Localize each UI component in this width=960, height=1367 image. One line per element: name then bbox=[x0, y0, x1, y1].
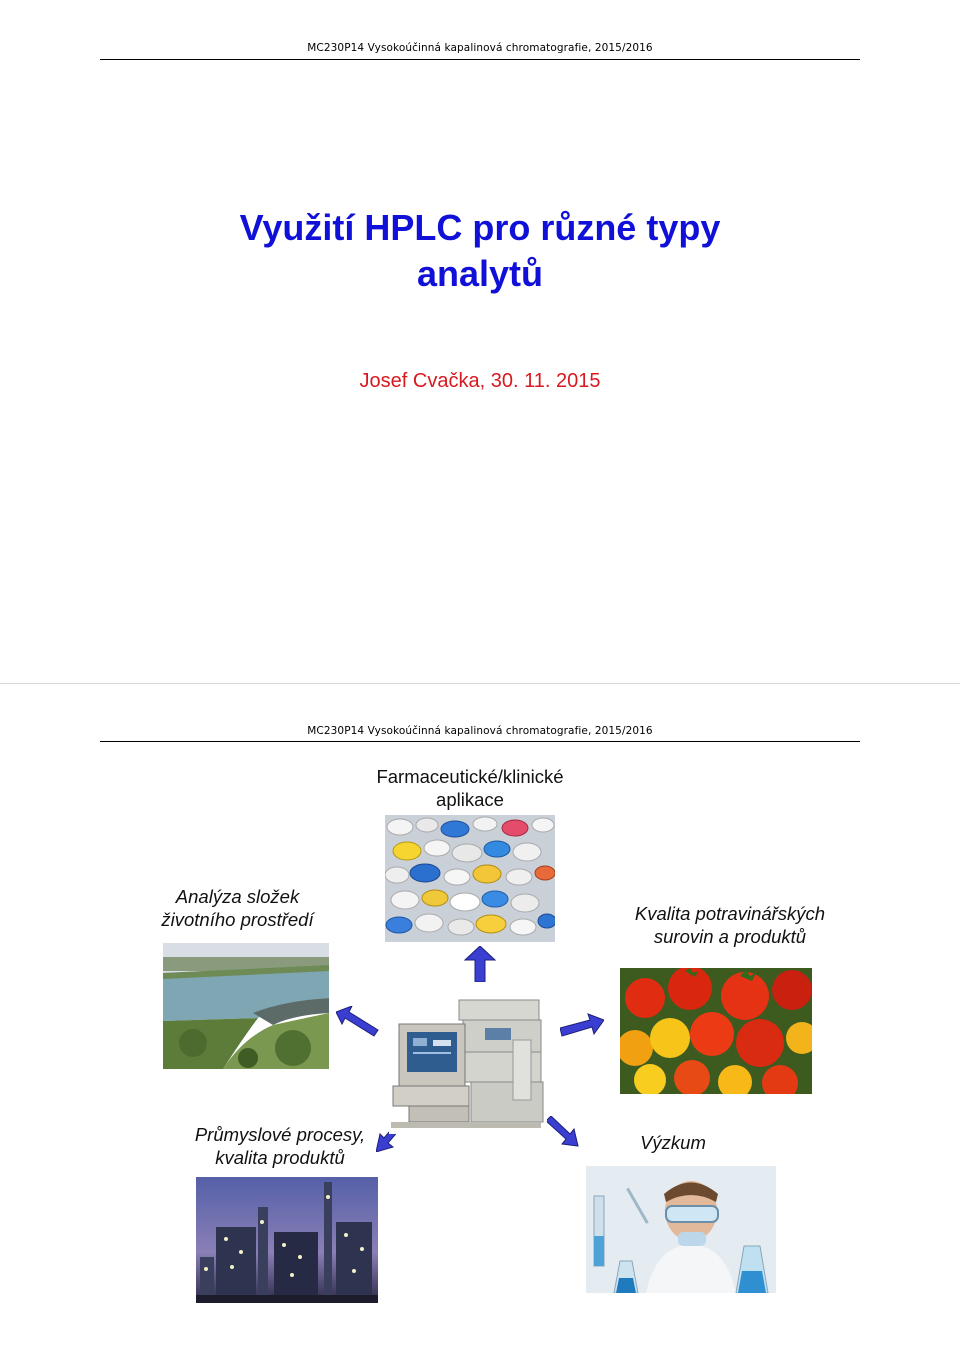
scientist-illustration bbox=[586, 1166, 776, 1293]
refinery-image bbox=[196, 1177, 378, 1303]
environment-label-line-1: Analýza složek bbox=[175, 886, 300, 907]
river-illustration bbox=[163, 943, 329, 1069]
industry-label bbox=[175, 1123, 385, 1169]
arrow-up-right-icon bbox=[560, 1012, 604, 1038]
river-landscape-image bbox=[163, 943, 329, 1069]
food-label-line-2: surovin a produktů bbox=[653, 926, 807, 947]
slide-2 bbox=[0, 684, 960, 1367]
header-rule bbox=[100, 741, 860, 742]
tomatoes-illustration bbox=[620, 968, 812, 1094]
arrow-down-right-icon bbox=[546, 1116, 580, 1148]
title-line-2: analytů bbox=[416, 253, 544, 294]
title-line-1: Využití HPLC pro různé typy bbox=[239, 207, 721, 248]
food-label bbox=[600, 902, 860, 948]
slide-header: MC230P14 Vysokoúčinná kapalinová chromatografie, 2015/2016 bbox=[307, 725, 653, 737]
pills-illustration bbox=[385, 815, 555, 942]
food-label-line-1: Kvalita potravinářských bbox=[634, 903, 826, 924]
header-rule bbox=[100, 59, 860, 60]
tomatoes-image bbox=[620, 968, 812, 1094]
industry-label-line-1: Průmyslové procesy, bbox=[194, 1124, 366, 1145]
research-label: Výzkum bbox=[640, 1132, 706, 1153]
industry-label-line-2: kvalita produktů bbox=[215, 1147, 345, 1168]
scientist-image bbox=[586, 1166, 776, 1293]
environment-label-line-2: životního prostředí bbox=[161, 909, 314, 930]
refinery-illustration bbox=[196, 1177, 378, 1303]
arrow-up-icon bbox=[463, 946, 497, 982]
pharma-label-line-1: Farmaceutické/klinické bbox=[376, 766, 564, 787]
pills-image bbox=[385, 815, 555, 942]
slide-header: MC230P14 Vysokoúčinná kapalinová chromatografie, 2015/2016 bbox=[307, 42, 653, 54]
pharma-label-line-2: aplikace bbox=[436, 789, 504, 810]
hplc-illustration bbox=[389, 994, 547, 1134]
slide-title bbox=[0, 205, 960, 297]
pharma-label bbox=[330, 765, 610, 811]
environment-label bbox=[130, 885, 345, 931]
author-date: Josef Cvačka, 30. 11. 2015 bbox=[359, 370, 601, 392]
arrow-up-left-icon bbox=[336, 1006, 380, 1038]
hplc-instrument-image bbox=[389, 994, 547, 1134]
